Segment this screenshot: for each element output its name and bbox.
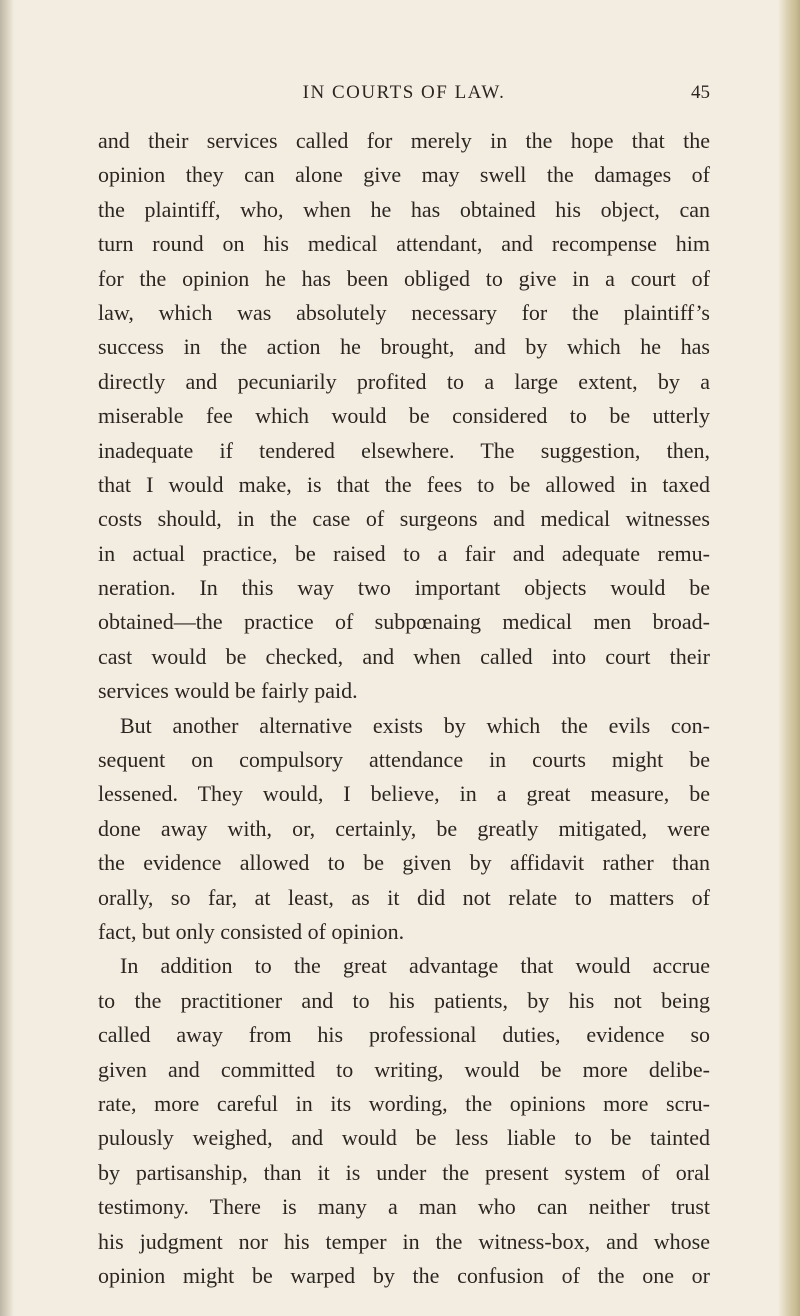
page-edge: [778, 0, 800, 1316]
paragraph-end-line: fact, but only consisted of opinion.: [98, 918, 405, 944]
text-line: orally, so far, at least, as it did not relate to matters of: [98, 884, 710, 910]
text-line: by partisanship, than it is under the present system of oral: [98, 1159, 710, 1185]
paragraph-start-line: In addition to the great advantage that would accrue: [120, 953, 710, 979]
text-line: his judgment nor his temper in the witness-box, and whose: [98, 1228, 710, 1254]
text-line: called away from his professional duties, evidence so: [98, 1022, 710, 1048]
running-title: IN COURTS OF LAW.: [302, 82, 506, 103]
text-line: law, which was absolutely necessary for the plaintiff’s: [98, 299, 710, 325]
page-header: [98, 78, 710, 108]
text-line: the plaintiff, who, when he has obtained his object, can: [98, 196, 710, 222]
paragraph-end-line: services would be fairly paid.: [98, 678, 358, 704]
text-line: rate, more careful in its wording, the opinions more scru-: [98, 1090, 710, 1116]
page-binding-shadow: [0, 0, 14, 1316]
text-line: in actual practice, be raised to a fair and adequate remu-: [98, 540, 710, 566]
text-line: and their services called for merely in the hope that the: [98, 128, 710, 153]
paragraph-start-line: But another alternative exists by which the evils con-: [120, 712, 710, 738]
text-line: sequent on compulsory attendance in courts might be: [98, 747, 710, 773]
text-line: neration. In this way two important objects would be: [98, 575, 710, 601]
text-line: opinion might be warped by the confusion of the one or: [98, 1262, 710, 1288]
text-line: opinion they can alone give may swell the damages of: [98, 162, 710, 188]
text-line: obtained—the practice of subpœnaing medical men broad-: [98, 609, 710, 635]
text-line: costs should, in the case of surgeons and medical witnesses: [98, 506, 710, 532]
text-line: done away with, or, certainly, be greatly mitigated, were: [98, 815, 710, 841]
text-line: testimony. There is many a man who can neither trust: [98, 1194, 710, 1220]
text-line: that I would make, is that the fees to be allowed in taxed: [98, 471, 710, 497]
text-line: directly and pecuniarily profited to a large extent, by a: [98, 368, 710, 394]
text-line: for the opinion he has been obliged to give in a court of: [98, 265, 710, 291]
text-line: the evidence allowed to be given by affidavit rather than: [98, 850, 710, 876]
text-line: lessened. They would, I believe, in a great measure, be: [98, 781, 710, 807]
text-line: turn round on his medical attendant, and recompense him: [98, 231, 710, 257]
text-line: cast would be checked, and when called into court their: [98, 643, 710, 669]
text-line: pulously weighed, and would be less liable to be tainted: [98, 1125, 710, 1151]
text-line: given and committed to writing, would be more delibe-: [98, 1056, 710, 1082]
text-line: inadequate if tendered elsewhere. The suggestion, then,: [98, 437, 710, 463]
text-line: miserable fee which would be considered to be utterly: [98, 403, 710, 429]
body-text: [98, 124, 710, 1293]
page-number: 45: [691, 82, 710, 103]
text-line: success in the action he brought, and by which he has: [98, 334, 710, 360]
text-line: to the practitioner and to his patients, by his not being: [98, 987, 710, 1013]
